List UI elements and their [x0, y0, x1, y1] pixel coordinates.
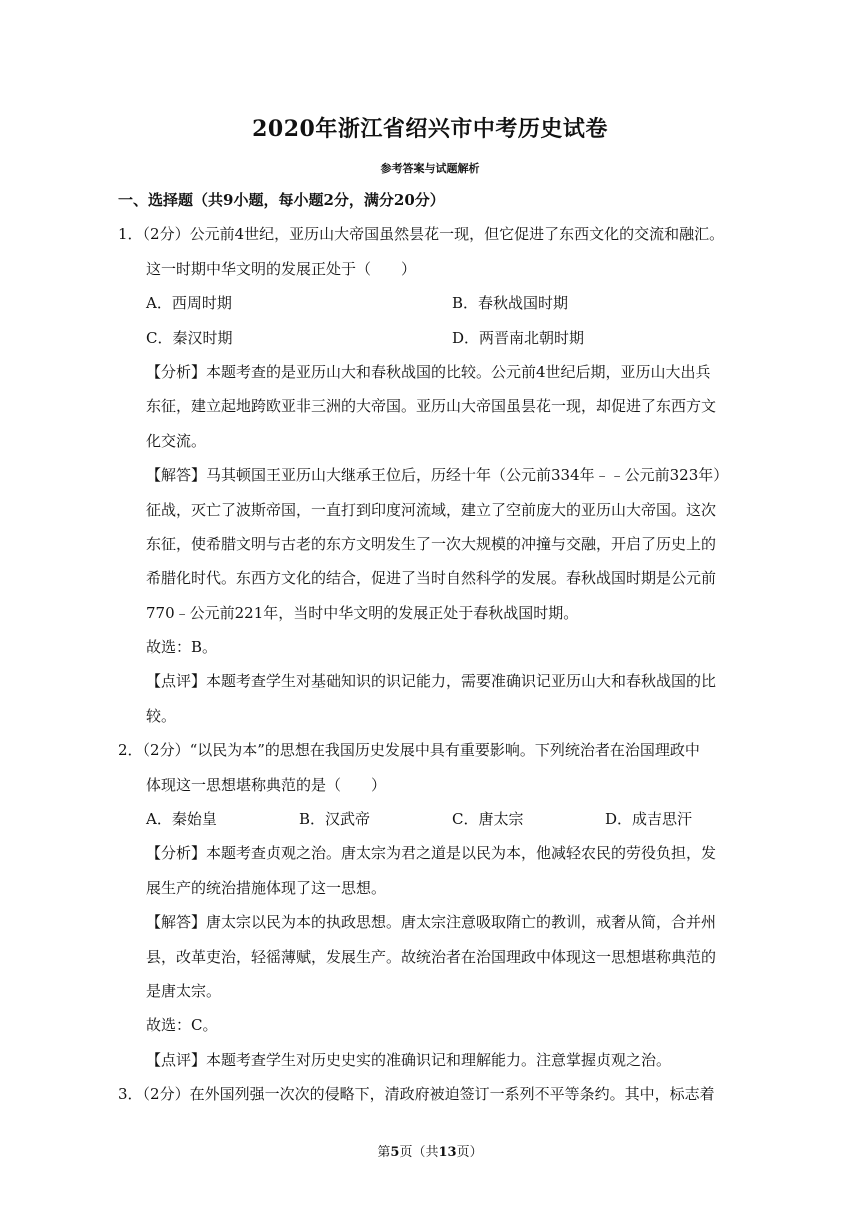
question-2-options-row [118, 802, 742, 836]
question-2-choice: 故选：C。 [146, 1016, 218, 1035]
question-1-choice: 故选：B。 [146, 638, 218, 657]
question-1-answer-line: 东征，使希腊文明与古老的东方文明发生了一次大规模的冲撞与交融，开启了历史上的 [146, 534, 717, 553]
question-1-stem: 1．（2分）公元前4世纪，亚历山大帝国虽然昙花一现，但它促进了东西文化的交流和融汇。 [118, 225, 725, 244]
question-2-comment-line: 【点评】本题考查学生对历史史实的准确识记和理解能力。注意掌握贞观之治。 [146, 1050, 672, 1069]
footer-page-number: 5 [390, 1145, 400, 1160]
page-subtitle: 参考答案与试题解析 [380, 162, 480, 175]
question-1-analysis-line: 东征，建立起地跨欧亚非三洲的大帝国。亚历山大帝国虽昙花一现，却促进了东西方文 [146, 397, 717, 416]
question-2-answer-line: 县，改革吏治，轻徭薄赋，发展生产。故统治者在治国理政中体现这一思想堪称典范的 [146, 947, 717, 966]
footer-prefix: 第 [377, 1145, 391, 1160]
question-2-option-b: B．汉武帝 [299, 810, 371, 829]
question-2-stem: 2．（2分）“以民为本”的思想在我国历史发展中具有重要影响。下列统治者在治国理政中 [118, 741, 700, 760]
question-1-option-d: D．两晋南北朝时期 [452, 328, 585, 347]
document-body [118, 183, 742, 1112]
footer-mid: 页（共 [399, 1145, 439, 1160]
question-1-analysis-line: 【分析】本题考查的是亚历山大和春秋战国的比较。公元前4世纪后期，亚历山大出兵 [146, 362, 711, 381]
question-1-analysis-line: 化交流。 [146, 431, 207, 450]
question-1-options-row1 [118, 286, 742, 320]
question-1-option-a: A．西周时期 [146, 294, 232, 313]
question-1-answer-line: 希腊化时代。东西方文化的结合，促进了当时自然科学的发展。春秋战国时期是公元前 [146, 569, 717, 588]
question-2-option-c: C．唐太宗 [452, 810, 524, 829]
question-2-stem-cont: 体现这一思想堪称典范的是（ ） [146, 775, 387, 794]
question-2-analysis-line: 展生产的统治措施体现了这一思想。 [146, 878, 387, 897]
footer-suffix: 页） [456, 1145, 483, 1160]
question-2-answer-line: 是唐太宗。 [146, 981, 222, 1000]
section-heading: 一、选择题（共9小题，每小题2分，满分20分） [118, 191, 445, 209]
question-1-option-b: B．春秋战国时期 [452, 294, 569, 313]
footer-total-pages: 13 [438, 1145, 457, 1160]
question-1-comment-line: 较。 [146, 706, 177, 725]
question-2-option-a: A．秦始皇 [146, 810, 217, 829]
question-1-answer-line: 【解答】马其顿国王亚历山大继承王位后，历经十年（公元前334年﹣﹣公元前323年） [146, 466, 729, 485]
question-3-stem: 3．（2分）在外国列强一次次的侵略下，清政府被迫签订一系列不平等条约。其中，标志着 [118, 1085, 715, 1104]
question-1-stem-cont: 这一时期中华文明的发展正处于（ ） [146, 259, 417, 278]
question-1-answer-line: 770﹣公元前221年，当时中华文明的发展正处于春秋战国时期。 [146, 603, 579, 622]
question-1-comment-line: 【点评】本题考查学生对基础知识的识记能力，需要准确识记亚历山大和春秋战国的比 [146, 672, 717, 691]
question-2-answer-line: 【解答】唐太宗以民为本的执政思想。唐太宗注意吸取隋亡的教训，戒奢从简，合并州 [146, 913, 717, 932]
question-1-option-c: C．秦汉时期 [146, 328, 233, 347]
question-2-analysis-line: 【分析】本题考查贞观之治。唐太宗为君之道是以民为本，他减轻农民的劳役负担，发 [146, 844, 717, 863]
page-title: 2020年浙江省绍兴市中考历史试卷 [252, 116, 608, 142]
page-footer [0, 1141, 860, 1160]
question-1-answer-line: 征战，灭亡了波斯帝国，一直打到印度河流域，建立了空前庞大的亚历山大帝国。这次 [146, 500, 717, 519]
question-1-options-row2 [118, 321, 742, 355]
question-2-option-d: D．成吉思汗 [605, 810, 693, 829]
